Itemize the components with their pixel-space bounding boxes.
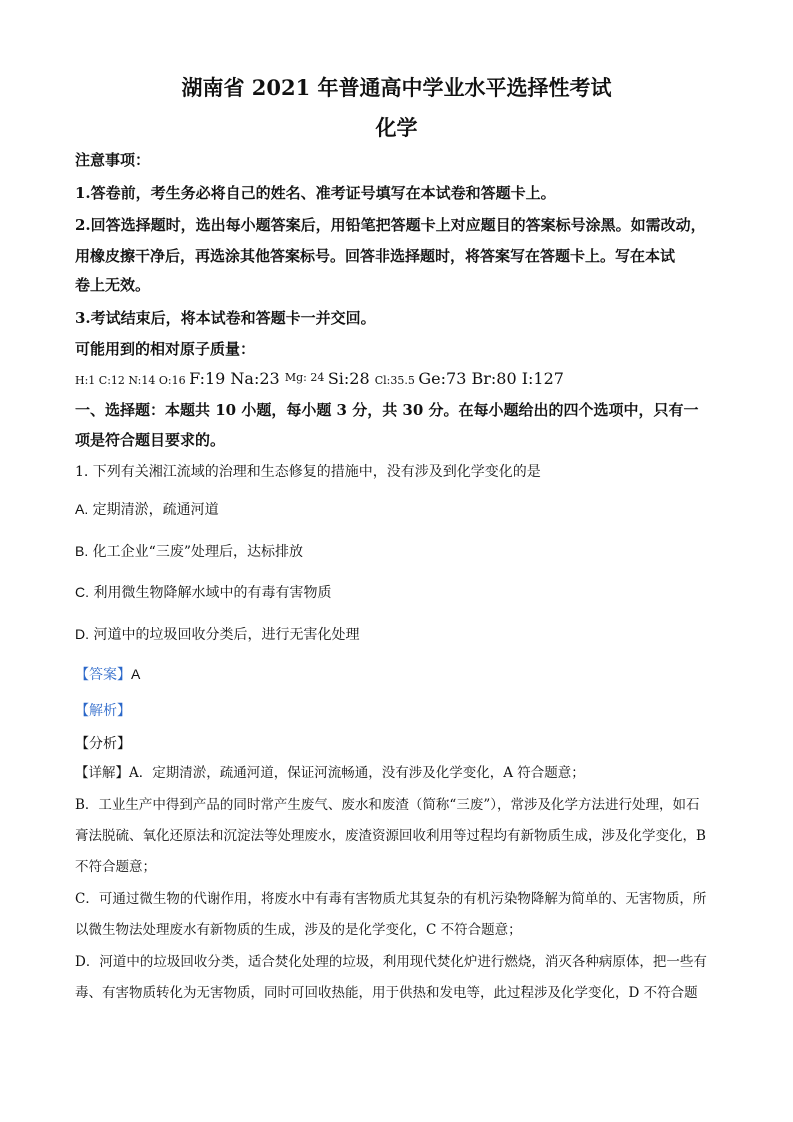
atomic-mass-seg: Mg: 24 <box>284 371 328 384</box>
detail-line: C．可通过微生物的代谢作用，将废水中有毒有害物质尤其复杂的有机污染物降解为简单的、无害物质，所 <box>75 891 707 907</box>
option-c <box>75 582 723 603</box>
atomic-mass-seg: H:1 C:12 N:14 O:16 <box>75 374 190 387</box>
option-letter: B. <box>75 543 89 559</box>
subject-title: 化学 <box>375 115 418 140</box>
section-heading: 一、选择题：本题共 10 小题，每小题 3 分，共 30 分。在每小题给出的四个选项中，只有一 <box>75 401 699 419</box>
detail-line: D．河道中的垃圾回收分类，适合焚化处理的垃圾，利用现代焚化炉进行燃烧，消灭各种病原体，把一些有 <box>75 954 707 970</box>
detail-line: B．工业生产中得到产品的同时常产生废气、废水和废渣（简称“三废”），常涉及化学方法进行处理，如石 <box>75 797 700 813</box>
notice-item-3: 3.考试结束后，将本试卷和答题卡一并交回。 <box>75 309 376 327</box>
option-text: 利用微生物降解水域中的有毒有害物质 <box>89 585 332 601</box>
answer-line <box>75 664 723 685</box>
option-a <box>75 499 723 520</box>
analysis-tag: 【解析】 <box>75 703 131 719</box>
option-text: 河道中的垃圾回收分类后，进行无害化处理 <box>89 627 360 643</box>
detail-line: 不符合题意； <box>75 859 156 875</box>
atomic-mass-seg: Cl:35.5 <box>374 374 419 387</box>
exam-title: 湖南省 2021 年普通高中学业水平选择性考试 <box>181 75 612 100</box>
option-letter: C. <box>75 584 89 600</box>
answer-tag: 【答案】 <box>75 667 131 683</box>
notice-item-2: 2.回答选择题时，选出每小题答案后，用铅笔把答题卡上对应题目的答案标号涂黑。如需改动， <box>75 216 706 234</box>
question-1-stem: 1. 下列有关湘江流域的治理和生态修复的措施中，没有涉及到化学变化的是 <box>75 464 541 480</box>
atomic-mass-seg: F:19 Na:23 <box>189 369 285 388</box>
atomic-mass-heading: 可能用到的相对原子质量： <box>75 340 256 358</box>
notice-heading: 注意事项： <box>75 151 151 169</box>
detail-line: 毒、有害物质转化为无害物质，同时可回收热能，用于供热和发电等，此过程涉及化学变化，D 不符合题 <box>75 985 698 1001</box>
notice-item-2-end: 卷上无效。 <box>75 276 151 294</box>
option-letter: A. <box>75 501 89 517</box>
option-text: 定期清淤，疏通河道 <box>88 502 219 518</box>
notice-item-1: 1.答卷前，考生务必将自己的姓名、准考证号填写在本试卷和答题卡上。 <box>75 184 556 202</box>
answer-value: A <box>131 666 141 682</box>
fenxi-tag: 【分析】 <box>75 736 131 752</box>
atomic-mass-seg: Si:28 <box>327 369 375 388</box>
option-d <box>75 624 723 645</box>
option-text: 化工企业“三废”处理后，达标排放 <box>88 544 303 560</box>
notice-item-2-cont: 用橡皮擦干净后，再选涂其他答案标号。回答非选择题时，将答案写在答题卡上。写在本试 <box>75 247 676 265</box>
option-letter: D. <box>75 626 89 642</box>
section-heading-cont: 项是符合题目要求的。 <box>75 431 226 449</box>
detail-line: 【详解】A．定期清淤，疏通河道，保证河流畅通，没有涉及化学变化，A 符合题意； <box>75 765 585 781</box>
atomic-mass-list <box>75 368 723 391</box>
detail-line: 以微生物法处理废水有新物质的生成，涉及的是化学变化，C 不符合题意； <box>75 922 522 938</box>
detail-line: 膏法脱硫、氧化还原法和沉淀法等处理废水，废渣资源回收利用等过程均有新物质生成，涉及化学变化，B <box>75 828 706 844</box>
atomic-mass-seg: Ge:73 Br:80 I:127 <box>418 369 564 388</box>
option-b <box>75 541 723 562</box>
